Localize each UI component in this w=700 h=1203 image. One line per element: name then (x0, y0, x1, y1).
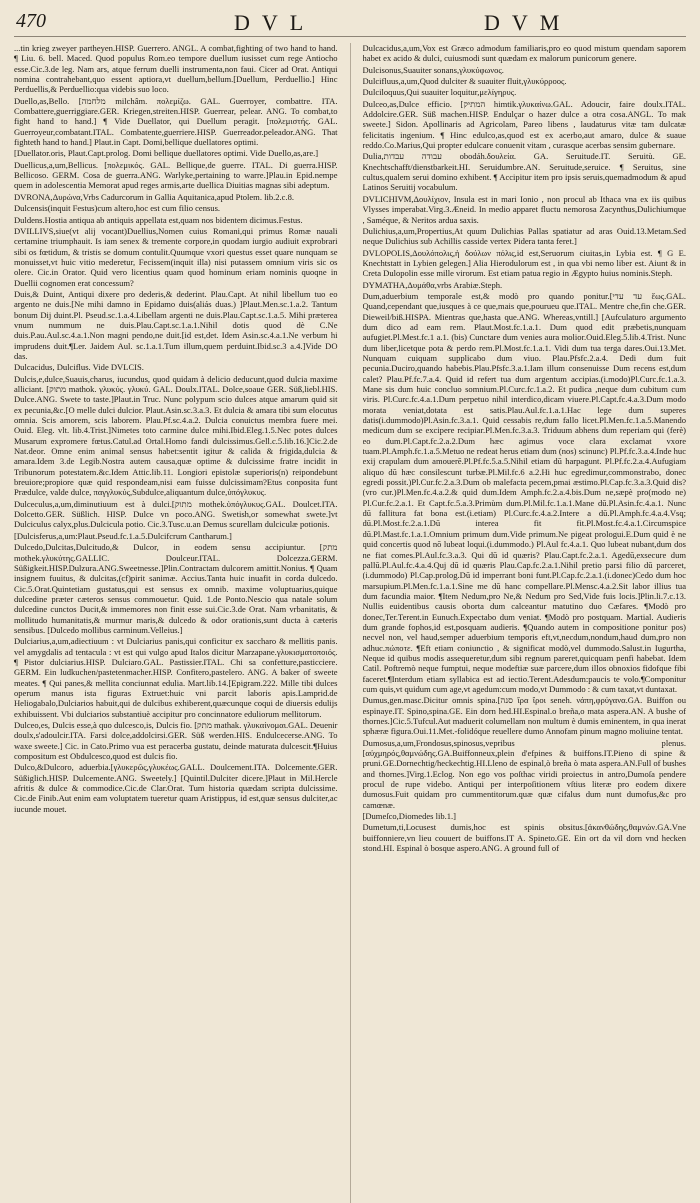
dictionary-entry: Dulciarius,a,um,adiectiuum : vt Dulciarius panis,qui conficitur ex saccharo & mellitis panis. vel amygdalis ad tentacula : vt est qui vulgo apud Italos dicitur Marzapane.γλυκισματοποιός. ¶ Pistor dulciarius.HISP. Dulciaro.GAL. Pastissier.ITAL. Chi sa confetture,pasticciere. GERM. Ein ludkuchen/pastetenmacher.HISP. Confitero,pastelero. ANG. A baker of sweete meates. ¶ Qui panes,& mellita conciunnat edulia. Mart.lib.14.[Epigram.222. Mille tibi dulces operum manus ista figuras Extruet:huic vni parcit laboris apis.Lamprid.de Heliogabalo,Dulciarios habuit,qui de dulcibus exhiberent,quæcunque coqui de diuersis edulijs exhibuissent. Vbi dulciarios substantiuè accipitur pro concinnatore eduliorum mellitorum. (14, 636, 338, 719)
dictionary-entry: Dulceculus,a,um,diminutiuum est à dulci.[מתוק mothek.ὑπόγλυκυς.GAL. Doulcet.ITA. Dolcetto.GER. Süßlich. HISP. Dulce vn poco.ANG. Swetish,or somewhat swete.]vt Dulciculus calyx,plus.Dulcicula potio. Cic.3.Tusc.u.an Demus scurellam dulciculæ potionis. (14, 498, 338, 530)
dictionary-entry: Dum,aduerbium temporale est,& modò pro quando ponitur.[עד עדי ἕως.GAL. Quand,cependant que,iusques à ce que,mais que,pourueu que.ITAL. Mentre che,fin che.GER. Dieweil/biß.HISPA. Mientras que,hasta que.ANG. Whereas,vntill.] [Aufculaturo argumento dum dico ad eam rem. Plaut.Most.fc.1.a.1. Dum quod edit præbetis,nunquam aufugiet.Pl.Mest.fc.1 a.1. (bis) Cunctare dum venies aura molior.Ouid.Eleg.5.lib.4.Trist. Nunc dum liber,licetque pota & perdo rem.Pl.Most.fc.1.a.1. Vidi dum tua terga dares.Oui.13.Met. Nunquam cuiquam supplicabo dum viuo. Plau.Pfsfc.2.a.4. Dedi dum fuit pecunia.Duciro,quando habebis.Plau.Pfsfc.3.a.1.Iam illum consenuisse Dum recens est,dum calet? Plau.Pf.fc.7.a.4. Quid id refert tua dum argentum accipias.(i.modo)Pl.Curc.fc.1.a.3. Mane sis dum huic concluo somnium.Pl.Curc.fc.1.a.2. Et pudica ,neque dum cubitum cum viris. Pl.Curc.fc.4.a.1.Dum perpetuo nihil interdico,dicam viuere.Pl.Capt.fc.4.a.3.Dum modo morata veniat,dotata est satis.Plau.Aul.fc.1.a.1.Hac lege dum superes datis(i.dummodo)Pl.Asin.fc.3.a.1. Quid cessabis re,dum fallo licet.Pl.Men.fc.1.a.5.Manendo medicum dum se excipere recipiar.Pl.Men.fc.3.a.3. Triduum abhens dum reperiam qui (ferè) eo dum.Pl.Capt.fc.2.a.2.Dum hæc agimus voce clara exclamat vxore tuam.Pl.Amph.fc.1.a.5.Metuo ne redeat herus etiam dum (nos) scinunc) Pl.Pf.fc.3.a.4.Inde huc exij crapulam dum amouerē.Pl.Pf.fc.5.a.5.Nihil etiam dū harpagunt. Pl.Pf.fc.2.a.4.Aufugiam aliquo dū hæc consilescunt turbæ.Pl.Mil.fc.6 a.2.Hi huc egredimur,commonstrabo, donec egredi possit.)Pl.Cur.fc.2.a.3.Dum ob malefacta pecem,pmai æstimo.Pl.Cap.fc.3.a.3.Quid dis? (vro cur.)Pl.Men.fc.4.a.2.& quid dum.Idem Amph.fc.2.a.4.bis.Dum ne,sæpè pro(modo ne) Pl.Cur.fc.2.a.1. Et Capt.fc.5.a.3.Primùm dum.Pl.Mil.fc.1.a.1.Mane dū.Pl.Asin.fc.4.a.1. Nunc dū fallitura fat bona est.(i.etiam) Pl.Curc.fc.4.a.2.Intere a dū.Pl.Amph.fc.4.a.4.Vsq; dū.Pl.Most.fc.2.a.1.Dū interea fit fit.Pl.Most.fc.4.a.1.Circumspice dū.Pl.Mast.fc.1.a.1.Omnium primum dum.Vide primum.Ne pigeat prologui.E.Dum quid è ne quid concertis quod nō lubeat loqui.(i.dummodo.) Pl.Aul fc.4.a.1. Quo lubeat nubant,dum dos ne fiat comes.Pl.Aul.fc.3.a.3. Qui dū id quæris? Plau.Capt.fc.2.a.1. Agedū,exsecure dum pallū.Pl.Aul.fc.4.a.4.Quj dū id quæris Plau.Cap.fc.2.a.1.Nihil pretio parsi filio dū parceret,(i.dummodo) Pl.Cap.prolog.Dū id imperrant boni funt.Pl.Cap.fc.2.a.1.(i.donec)Cedo dum hoc marsupium.Pl.Men.fc.1.a.1.Sine me dū hanc compellare.Pl.Mensc.4.a.2.Sit labor illius tua dum facundia maior. ¶Item Nedum,pro Ne,& Nedum pro Sed,Vide fuis locis.]Plin.li.7.c.13. Nullis euidentibus causis oborta dum calceantur matutino duo Cæfares. ¶Modò pro donec,Ter.Terent.in Eunuch.Expectabo dum veniat. ¶Modò pro postquam. Martial. Audieris dum grande fophos,id est,posquam audieris. ¶Quando autem in compositione ponitur pos) necvel non, vel haud,semper aduerbium temporis eft,vt,necdum,nondum,haud dum,pro non adhuc.πώποτε. ¶Eft etiam coniunctio , & significat modò,vel dummodo.Salust.in Iugurtha, Neque id quibus modis assequeretur,dum sibi regnum pareret,quicquam penfi habebat. Idem Catil. Poftremò neque fumptui, neque modeftiæ suæ parcere,dum illos obnoxios fidofque fibi faceret.¶Interdum etiam syllabica est ad iectio.Terent.Adesdum:paucis te volo.¶Componitur cum quis,vt quidum cum age,vt agedum:cum modo,vt Dummodo : & cum taxat,vt duntaxat. (362, 290, 686, 694)
dictionary-entry: Dulcifluus,a,um,Quod dulciter & suauiter fluit,γλυκύρροος. (362, 76, 567, 87)
dictionary-entry: Dumosus,a,um,Frondosus,spinosus,vepribus plenus.[αὐχμηρός,θαμνώδης.GA.Buiffonneux,plein d'efpines & buiffons.IT.Pieno di spine & pruni.GE.Dornechtig/heckechtig.HI.Lleno de espinal,ò breña ò mata aspera.AN.Full of bushes and thornes.]Virg.1.Eclog. Non ego vos poſthac viridi proiectus in antro,Dumoſa pendere procul de rupe videbo. Antiqui per interpoſitionem vſtius literæ pro eodem dixere dumosus.Fuit quidam pro cummentitorum.quæ quæ cifalus dum nunt dumofus,&c pro camœnæ. (362, 737, 686, 810)
dictionary-entry: Dumetum,ti,Locusest dumis,hoc est spinis obsitus.[ἀκανθώδης,θαμνών.GA.Vne buiffonniere,vn lieu couuert de buiffons.IT A. Spineto.GE. Ein ort da vil dorn vnd hecken stond.HI. Espinal ò bosque aspero.ANG. A ground full of (362, 822, 686, 854)
dictionary-entry: Dulcensis(inquit Festus)cum altero,hoc est cum filio census. (14, 203, 221, 214)
dictionary-entry: Dulco,&Dulcoro, aduerbia.[γλυκερῶς,γλυκέως.GALL. Doulcement.ITA. Dolcemente.GER. Süßiglich.HISP. Dulcemente.ANG. Sweetely.] [Quintil.Dulciter dicere.]Plaut in Mil.Hercle afritis & dulce & commodice.Cic.de Clar.Orat. Tum historia quædam scripta dulcissime. Cic.de Finib.Aut enim eam voluptatem tueretur quam Aristippus, id est,quæ sensus dulciter,ac iucunde mouet. (14, 762, 338, 814)
dictionary-entry: DVLOPOLIS,Δουλόπολις,ἡ δούλων πόλις,id est,Seruorum ciuitas,in Lybia est. ¶ G E. Knechtstatt in Lybien gelegen.] Alia Hierodulorum est , in qua vbi nemo liber est. Aiunt & in Creta Dulopolin esse mille virorum. Est etiam patua regio in Ægypto huius nominis.Steph. (362, 247, 686, 279)
two-column-body (14, 43, 686, 1203)
running-head-left: DVL (234, 10, 316, 35)
page-header (14, 10, 686, 37)
dictionary-entry: Duis,& Duint, Antiqui dixere pro dederis,& dederint. Plau.Capt. At nihil libellum tuo eo argento ne duis.[Ne mihi damno in Epidamo duis(aliás duas.) ]Plaut.Men.sc.1.a.2. Tantum bonum Dij duint.Pl. Pseud.sc.1.a.4.Libellam argenti ne duis.Plau.Capt.sc.1.a.5. Mihi præterea vnum nummum ne duis.Plau.Capt.sc.1.a.1.Nihil dotis quod dè C.Ne duis.P.au.Aul.sc.4.a.1.Non magni pendo,ne duit.[id est,det. Idem Asin.sc.4.a.1.Ne verbum hi imprudens duit.¶Ler. Jaidem Aul. sc.1.a.1.Tum illum,quem perduint.Ibid.sc.3 a.4.]Vide DO das. (14, 288, 338, 361)
dictionary-entry: DVLICHIVM,Δουλίχιον, Insula est in mari Ionio , non procul ab Ithaca vna ex iis quibus Vlysses imperabat.Virg.3.Æneid. In medio apparet fluctu nemorosa Zacynthus,Dulichiumque , Saméque, & Neritos ardua saxis. (362, 193, 686, 225)
dictionary-entry: DVRONA,Δυρώνα,Vrbs Cadurcorum in Gallia Aquitanica,apud Ptolem. lib.2.c.8. (14, 191, 295, 202)
dictionary-entry: Dulcis,e,dulce,Suauis,charus, iucundus, quod quidam à delicio deducunt,quod dulcia maxime alliciant. [מתוק mathok. γλυκύς. γλυκύ. GAL. Doulx.ITAL. Dolce,soaue GER. Süß,liebl.HIS. Dulce.ANG. Swete to taste.]Plaut.in Truc. Nunc polypum scio dulces atque amarum quid sit ex pecunia,&c.[O melle dulci dulcior. Plaut.Asin.sc.3.a.3. Et dulcia & amara tibi sum elocutus omnia. Scis amorem, scis laborem. Plau.Pf.sc.4.a.2. Dulcia conuictus membra fuere mei. Ouid. Eleg. vlt. lib.4.Trist.]Nimetes toto carmine dulce mihi.Ibid.Eleg.1.5.Nec potes dulces Musarum expromere fœtus.Catul.ad Ortal.Homo fandi dulcissimus.Gell.c.5.lib.16.]Cic.2.de Nat.deor. Omne enim animal sensus habet:sentit igitur & calida & frigida,dulcia & amara.Idem 3.de Legib.Nostra autem causa,quæ optime & dulcissime fratre incidit in Tribunorum potestatem.&c.Idem Attic.lib.11. Longiori epistolæ superioris(n) reipondebunt breuiore;propiore quæ quid respondeam,nisi eam fuisse dulcissimam?Etus conposita funt Prædulce, valde dulce, παγγλυκύς,Subdulce,aliquantum dulce,ὑπόγλυκυς. (14, 373, 338, 498)
dictionary-entry: Duellicus,a,um,Bellicus. [πολεμικός. GAL. Bellique,de guerre. ITAL. Di guerra.HISP. Bellicoso. GERM. Cosa de guerra.ANG. Warlyke,pertaining to warre.]Plau.in Epid.nempe quem in adolescentia Memorat apud reges armis,arte duellica Diuitias magnas sibi adeptum. (14, 159, 338, 191)
dictionary-entry: DVILLIVS,siue(vt alij vocant)Duellius,Nomen cuius Romani,qui primus Romæ nauali certamine triumphauit. Is iam senex & tremente corpore,in quodam iurgio audiuit exprobrari sibi os fœtidum, & tristis se domum contulit.Quumque vxori questus esset quare nunquam se monuisset,vt huic vitio mederetur, Fecissem(inquit illa) nisi putassem omnium viris sic os olere. Cic.in Orator. Quid vero licentius quam quod hominum eriam nominis quoqne in Duellii cognomen erat concessum? (14, 225, 338, 288)
dictionary-entry: [Duellator.oris, Plaut.Capt.prolog. Domi bellique duellatores optimi. Vide Duello,as,are.] (14, 148, 319, 159)
dictionary-entry: Duldens.Hostia antiqua ab antiquis appellata est,quam nos bidentem dicimus.Festus. (14, 214, 303, 225)
dictionary-entry: Dulcisonus,Suauiter sonans,γλυκύφωνος. (362, 64, 504, 75)
dictionary-entry: Dulceo,as,Dulce efficio. [המתיק himtik.γλυκαίνω.GAL. Adoucir, faire doulx.ITAL. Addolcire.GER. Süß machen.HISP. Endulçar o hazer dulce a otra cosa.ANGL. To mak sweete.] Sidon. Apollinaris ad Agricolam, Pareo libens , laudaturus vitæ tam dulcatæ felicitatis ingenium. ¶ Hinc edulco,as,quod est ex acerbo,aut amaro, dulce & suaue reddo.Co.Marius,Qui propter edulcare conuenit vitam , curasque acerbas sensim gubernare. (362, 98, 686, 151)
dictionary-entry: Dulcacidus,a,um,Vox est Græco admodum familiaris,pro eo quod mistum quendam saporem habet ex acido & dulci, cuiusmodi sunt quædam ex malorum punicorum genere. (362, 43, 686, 64)
dictionary-entry: Dulcedo,Dulcitas,Dulcitudo,& Dulcor, in eodem sensu accipiuntur. [מתק mothek.γλυκύτης.GALLIC. Doulceur.ITAL. Dolcezza.GERM. Süßigkeit.HISP.Dulzura.ANG.Sweetnesse.]Plin.Contractam dulcorem amittit.Nonius. ¶ Quam insignem fuuitus, & dulcitas,(cf)pirit sanimæ. Accius.Tanta huic inuafit in corda dulcedo. Cic.5.Orat.Quintetiam gustatus,qui est sensus ex omnib. maxime voluptuarius,quique dulcedine præter cæteros sensus commouetur. Quid. 1.de Ponto.Nescio qua natale solum dulcedine cunctos Ducit,& immemores non finit esse sui.Cic.3.de Orat. Nam vrbanitatis, & mollitudo humanitatis,& murmur maris,& dulcedo & odor orationis,sunt ducta à cæteris sensibus. [Dulcedo mollibus carminum.Velleius.] (14, 542, 338, 635)
right-column (363, 43, 687, 1203)
page-number: 470 (16, 10, 46, 32)
dictionary-entry: Dulceo,es, Dulcis esse,à quo dulcesco,is, Dulcis fio. [מתק mathak. γλυκαίνομαι.GAL. Deuenir doulx,s'adoulcir.ITA. Farsi dolce,addolcirsi.GER. Süß werden.HIS. Endulcecerse.ANG. To waxe sweete.] Cic. in Cato.Primo vua est peracerba gustatu, deinde maturata dulcescit.¶Huius compositum est Obdulcesco,quod est dulcis fio. (14, 720, 338, 762)
dictionary-entry: [Dulcisferus,a,um:Plaut.Pseud.fc.1.a.5.Dulcifcrum Cantharum.] (14, 530, 232, 541)
column-divider (350, 43, 351, 1203)
dictionary-entry: Dulcacidus, Dulciflus. Vide DVLCIS. (14, 362, 144, 373)
dictionary-entry: [Dumeſco,Diomedes lib.1.] (362, 811, 457, 822)
running-head-right: DVM (484, 10, 572, 35)
dictionary-entry: Dulia,עבודה עבדות obodáh.δουλεία. GA. Seruitude.IT. Seruitù. GE. Knechtschafft/dienstbarkeit.HI. Seruidumbre.AN. Seruitude,seruice. ¶ Seruitus, sine cultus,qualem serui domino exhibent. ¶ Accipitur item pro ipsis seruis,quemadmodum & apud Latinos Seruitij vocabulum. (362, 151, 686, 193)
dictionary-entry: DYMATHA,Δυμάθα,vrbs Arabiæ.Steph. (362, 279, 503, 290)
dictionary-entry: Duello,as,Bello. [מלחמה milchâm. πολεμίζω. GAL. Guerroyer, combattre. ITA. Combattere,guerriggiare.GER. Kriegen,streiten.HISP. Guerrear, pelear. ANG. To combat,to fight hand to hand.] ¶ Vide Duellator, qui Duellum peragit. [πολεμιστής. GAL. Guerroyeur,combatant.ITAL. Combatente,guerriere.HISP. Guerreador.peleador.ANG. That fighteth hand to hand.] Plaut.in Capt. Domi,bellique duellatores optimi. (14, 95, 338, 148)
dictionary-entry: Dumus,gen.masc.Dicitur omnis spina.[סנה ἴρα ἴροι seneh. νάπη,φρύγανα.GA. Buiffon ou espinaye.IT. Spino,spina.GE. Ein dorn hed.HI.Espinal.o breña,o mata aspera.AN. A bushe of thornes.]Cic.5.Tufcul.Aut maduerit columellam non multum è dumis eminentem, in qua inerat sphæræ figura.Oui.11.Met.-folidóque reuellere dumo Annofam pinum magno moliuine tentat. (362, 695, 686, 737)
dictionary-entry: Dulichius,a,um,Propertius,At quum Dulichias Pallas spatiatur ad aras Ouid.13.Metam.Sed neque Dulichius sub Achillis casside vertex Pidera tanta feret.] (362, 225, 686, 247)
dictionary-entry: ...tin krieg zweyer partheyen.HISP. Guerrero. ANGL. A combat,fighting of two hand to hand. ¶ Liu. 6. bell. Maced. Quod populus Rom.eo tempore duellum iusisset cum rege Antiocho esse.Cic.3.de leg. Nam ars, atque ferrum duelli instrumenta,non faui. Cicer ad Orat. Antiqui nomina contrahebant,quo essent aptiora,vt duellum,bellum.[Duellum, Perduellio.] Hinc Perduellis,& Perduellio:qua videbis suo loco. (14, 43, 338, 95)
left-column (14, 43, 338, 1203)
dictionary-entry: Dulciloquus,Qui suauiter loquitur,μελίγηρυς. (362, 87, 517, 98)
